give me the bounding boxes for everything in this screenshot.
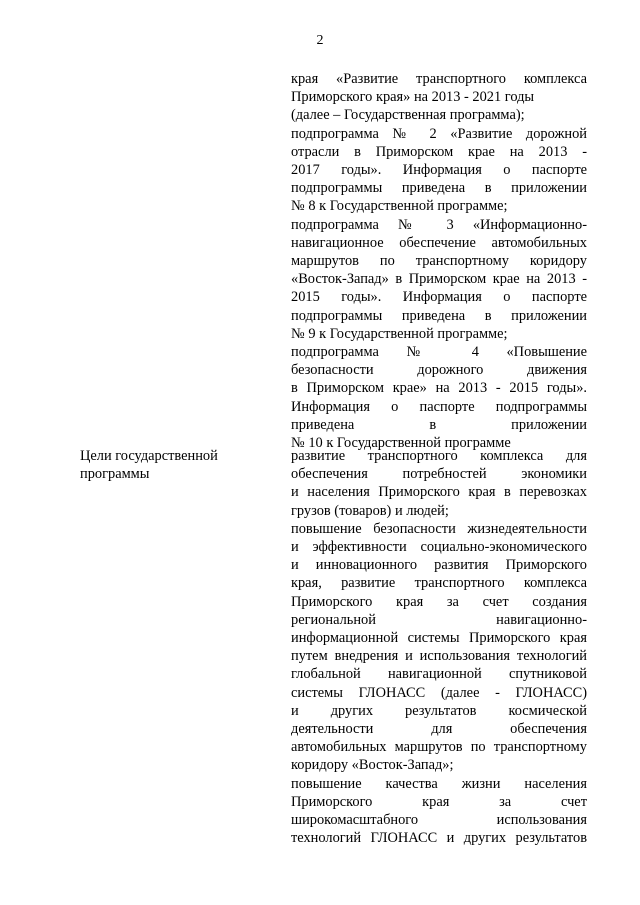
text-line: края, развитие транспортного комплекса [291,575,587,592]
text-line: системы ГЛОНАСС (далее - ГЛОНАСС) [291,684,587,701]
text-line: путем внедрения и использования технологий [291,648,587,665]
text-line: технологий ГЛОНАСС и других результатов [291,830,587,847]
text-line: обеспечения потребностей экономики [291,466,587,483]
text-line: приведена в приложении [291,416,587,433]
text-line: № 8 к Государственной программе; [291,198,508,215]
text-line: грузов (товаров) и людей; [291,502,449,519]
text-line: развитие транспортного комплекса для [291,448,587,464]
text-line: Приморского края за счет [291,793,587,810]
text-line: Информация о паспорте подпрограммы [291,398,587,415]
text-line: навигационное обеспечение автомобильных [291,234,587,251]
page-number: 2 [316,33,324,48]
text-line: «Восток-Запад» в Приморском крае на 2013 - [291,271,587,288]
label-line: программы [80,466,150,483]
text-line: деятельности для обеспечения [291,721,587,738]
text-line: повышение безопасности жизнедеятельности [291,520,587,537]
text-line: отрасли в Приморском крае на 2013 - [291,143,587,160]
text-line: 2017 годы». Информация о паспорте [291,162,587,179]
program-subprograms-text [291,70,587,452]
text-line: края «Развитие транспортного комплекса [291,71,587,87]
goals-text [291,447,587,847]
text-line: 2015 годы». Информация о паспорте [291,289,587,306]
label-line: Цели государственной [80,448,218,464]
text-line: безопасности дорожного движения [291,362,587,379]
text-line: в Приморском крае» на 2013 - 2015 годы». [291,380,587,397]
text-line: Приморского края за счет создания [291,593,587,610]
text-line: № 9 к Государственной программе; [291,325,508,342]
text-line: и населения Приморского края в перевозках [291,484,587,501]
text-line: Приморского края» на 2013 - 2021 годы [291,89,535,106]
text-line: подпрограммы приведена в приложении [291,180,587,197]
text-line: повышение качества жизни населения [291,775,587,792]
text-line: подпрограмма № 4 «Повышение [291,344,587,361]
text-line: региональной навигационно- [291,611,587,628]
goals-label [80,447,270,483]
text-line: коридору «Восток-Запад»; [291,757,454,774]
text-line: подпрограммы приведена в приложении [291,307,587,324]
text-line: широкомасштабного использования [291,812,587,829]
text-line: № 10 к Государственной программе [291,435,511,452]
text-line: и эффективности социально-экономического [291,539,587,556]
text-line: глобальной навигационной спутниковой [291,666,587,683]
text-line: подпрограмма № 2 «Развитие дорожной [291,125,587,142]
text-line: (далее – Государственная программа); [291,107,525,124]
text-line: информационной системы Приморского края [291,630,587,647]
text-line: маршрутов по транспортному коридору [291,253,587,270]
text-line: и инновационного развития Приморского [291,557,587,574]
text-line: автомобильных маршрутов по транспортному [291,739,587,756]
text-line: подпрограмма № 3 «Информационно- [291,216,587,233]
text-line: и других результатов космической [291,702,587,719]
